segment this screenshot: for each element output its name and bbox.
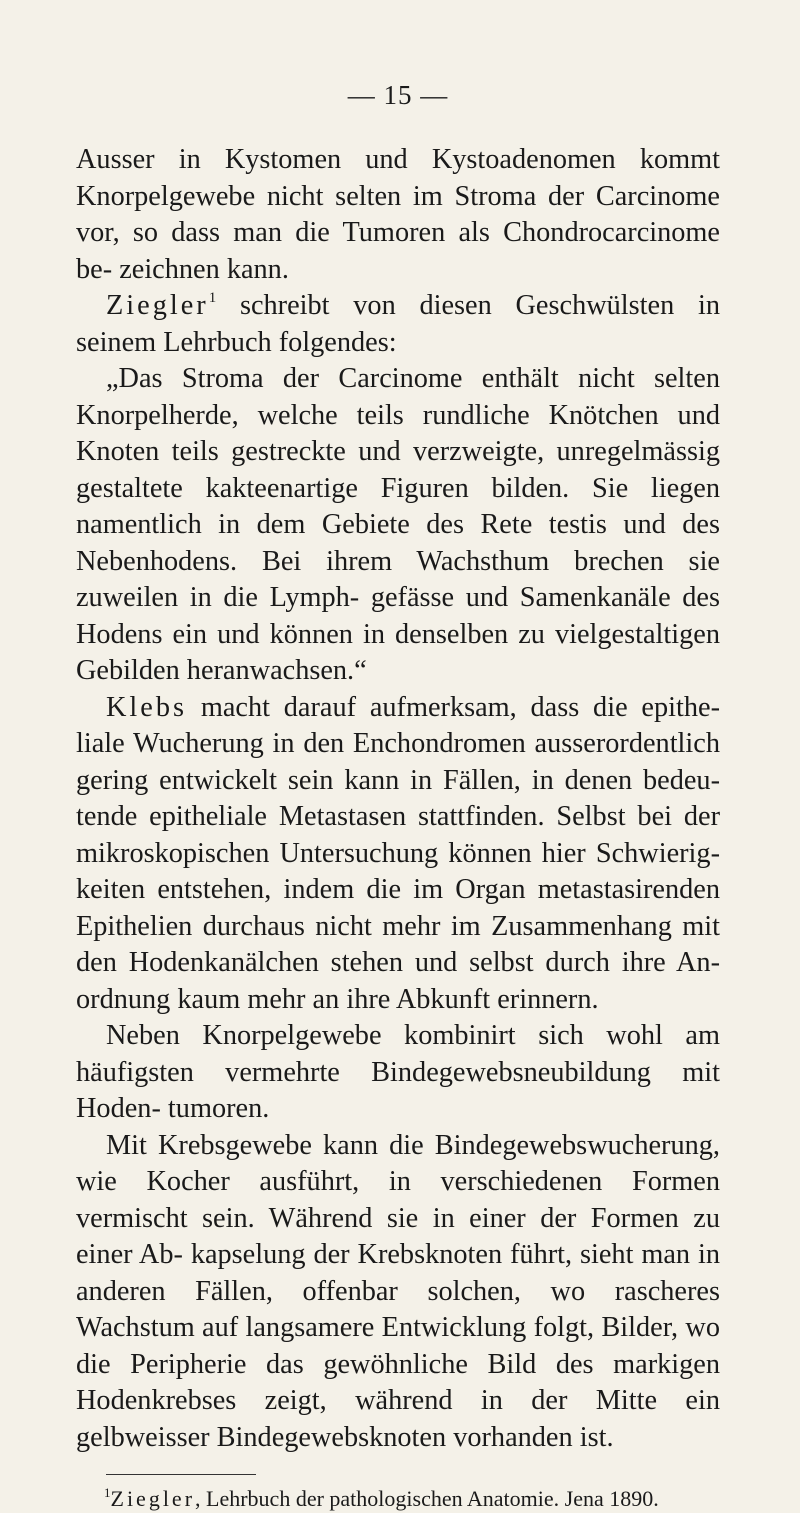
footnote-marker: 1 (104, 1485, 111, 1500)
paragraph-3-quote (76, 361, 720, 690)
paragraph-2 (76, 288, 720, 361)
footnote-divider (106, 1474, 256, 1475)
paragraph-6-text: Mit Krebsgewebe kann die Bindegewebswucherung, wie Kocher ausführt, in verschiedenen Formen vermischt sein. Während sie in einer der Formen zu einer Ab- kapselung der Krebsknoten führt, sieht man in anderen Fällen, offenbar solchen, wo rascheres Wachstum auf langsamere Entwicklung folgt, Bilder, wo die Peripherie das gewöhnliche Bild des markigen Hodenkrebses zeigt, während in der Mitte ein gelbweisser Bindegewebsknoten vorhanden ist. (76, 1129, 720, 1453)
page-number: — 15 — (347, 80, 449, 110)
footnote-reference: 1 (208, 290, 217, 306)
paragraph-2-text: schreibt von diesen Geschwülsten in seinem Lehrbuch folgendes: (76, 290, 720, 358)
author-ziegler: Ziegler (106, 290, 209, 321)
paragraph-5-text: Neben Knorpelgewebe kombinirt sich wohl am häufigsten vermehrte Bindegewebsneubildung mit Hoden- tumoren. (76, 1020, 720, 1124)
author-klebs: Klebs (106, 691, 188, 723)
paragraph-6 (76, 1128, 720, 1457)
paragraph-3-text: „Das Stroma der Carcinome enthält nicht selten Knorpelherde, welche teils rundliche Knötchen und Knoten teils gestreckte und verzweigte, unregelmässig gestaltete kakteenartige Figuren bilden. Sie liegen namentlich in dem Gebiete des Rete testis und des Nebenhodens. Bei ihrem Wachsthum brechen sie zuweilen in die Lymph- gefässe und Samenkanäle des Hodens ein und können in denselben zu vielgestaltigen Gebilden heranwachsen.“ (76, 363, 720, 686)
paragraph-4-text: macht darauf aufmerksam, dass die epithe- liale Wucherung in den Enchondromen ausserordentlich gering entwickelt sein kann in Fällen, in denen bedeu- tende epitheliale Metastasen stattfinden. Selbst bei der mikroskopischen Untersuchung können hier Schwierig- keiten entstehen, indem die im Organ metastasirenden Epithelien durchaus nicht mehr im Zusammenhang mit den Hodenkanälchen stehen und selbst durch ihre An- ordnung kaum mehr an ihre Abkunft erinnern. (76, 691, 720, 1015)
footnote-text: , Lehrbuch der pathologischen Anatomie. Jena 1890. (195, 1486, 659, 1511)
paragraph-1 (76, 142, 720, 288)
footnote (104, 1485, 720, 1513)
paragraph-1-text: Ausser in Kystomen und Kystoadenomen kommt Knorpelgewebe nicht selten im Stroma der Carcinome vor, so dass man die Tumoren als Chondrocarcinome be- zeichnen kann. (76, 144, 720, 285)
paragraph-5 (76, 1018, 720, 1128)
paragraph-4 (76, 690, 720, 1019)
footnote-author: Ziegler (110, 1486, 196, 1511)
